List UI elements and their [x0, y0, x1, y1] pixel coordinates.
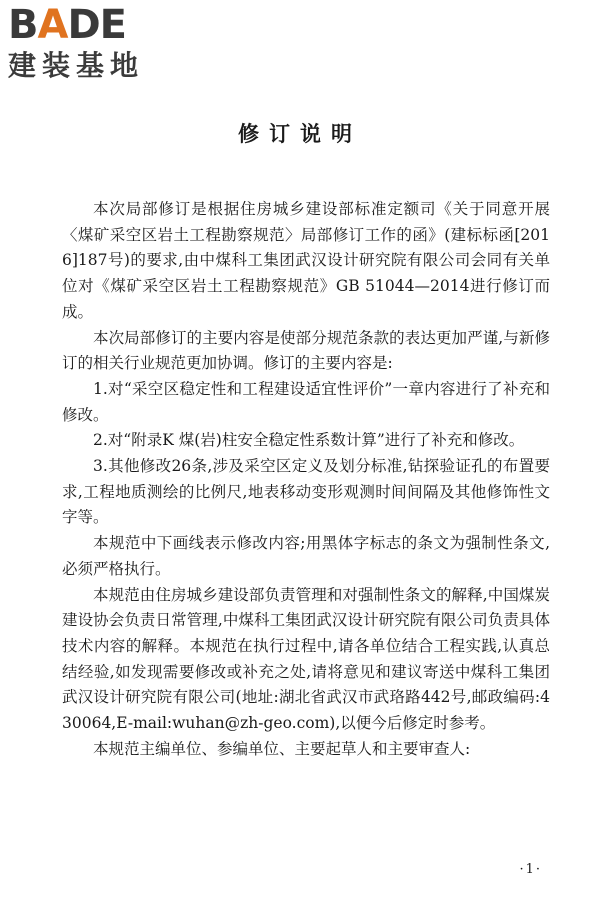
paragraph-notation: 本规范中下画线表示修改内容;用黑体字标志的条文为强制性条文,必须严格执行。 — [62, 534, 550, 578]
paragraph-revision-basis: 本次局部修订是根据住房城乡建设部标准定额司《关于同意开展〈煤矿采空区岩土工程勘察规范〉局部修订工作的函》(建标标函[2016]187号)的要求,由中煤科工集团武汉设计研究院有限公司会同有关单位对《煤矿采空区岩土工程勘察规范》GB 51044—2014进行修订而成。 — [62, 200, 550, 321]
logo-accent-letter: A — [37, 2, 68, 48]
paragraph-item-3: 3.其他修改26条,涉及采空区定义及划分标准,钻探验证孔的布置要求,工程地质测绘的比例尺,地表移动变形观测时间间隔及其他修饰性文字等。 — [62, 457, 550, 527]
paragraph-contributors: 本规范主编单位、参编单位、主要起草人和主要审查人: — [93, 739, 471, 758]
logo-wordmark: BADE — [8, 2, 126, 48]
brand-logo — [8, 4, 178, 82]
document-body — [62, 197, 550, 762]
page-title: 修订说明 — [238, 122, 362, 146]
paragraph-item-1: 1.对“采空区稳定性和工程建设适宜性评价”一章内容进行了补充和修改。 — [62, 379, 550, 424]
paragraph-item-2: 2.对“附录K 煤(岩)柱安全稳定性系数计算”进行了补充和修改。 — [93, 431, 525, 450]
logo-chinese-text: 建装基地 — [8, 49, 145, 82]
paragraph-revision-summary: 本次局部修订的主要内容是使部分规范条款的表达更加严谨,与新修订的相关行业规范更加协调。修订的主要内容是: — [62, 328, 550, 373]
paragraph-management: 本规范由住房城乡建设部负责管理和对强制性条文的解释,中国煤炭建设协会负责日常管理,中煤科工集团武汉设计研究院有限公司负责具体技术内容的解释。本规范在执行过程中,请各单位结合工程实践,认真总结经验,如发现需要修改或补充之处,请将意见和建议寄送中煤科工集团武汉设计研究院有限公司(地址:湖北省武汉市武珞路442号,邮政编码:430064,E-mail:wuhan@zh-geo.com),以便今后修定时参考。 — [62, 585, 550, 733]
page-number: ·1· — [519, 862, 542, 877]
